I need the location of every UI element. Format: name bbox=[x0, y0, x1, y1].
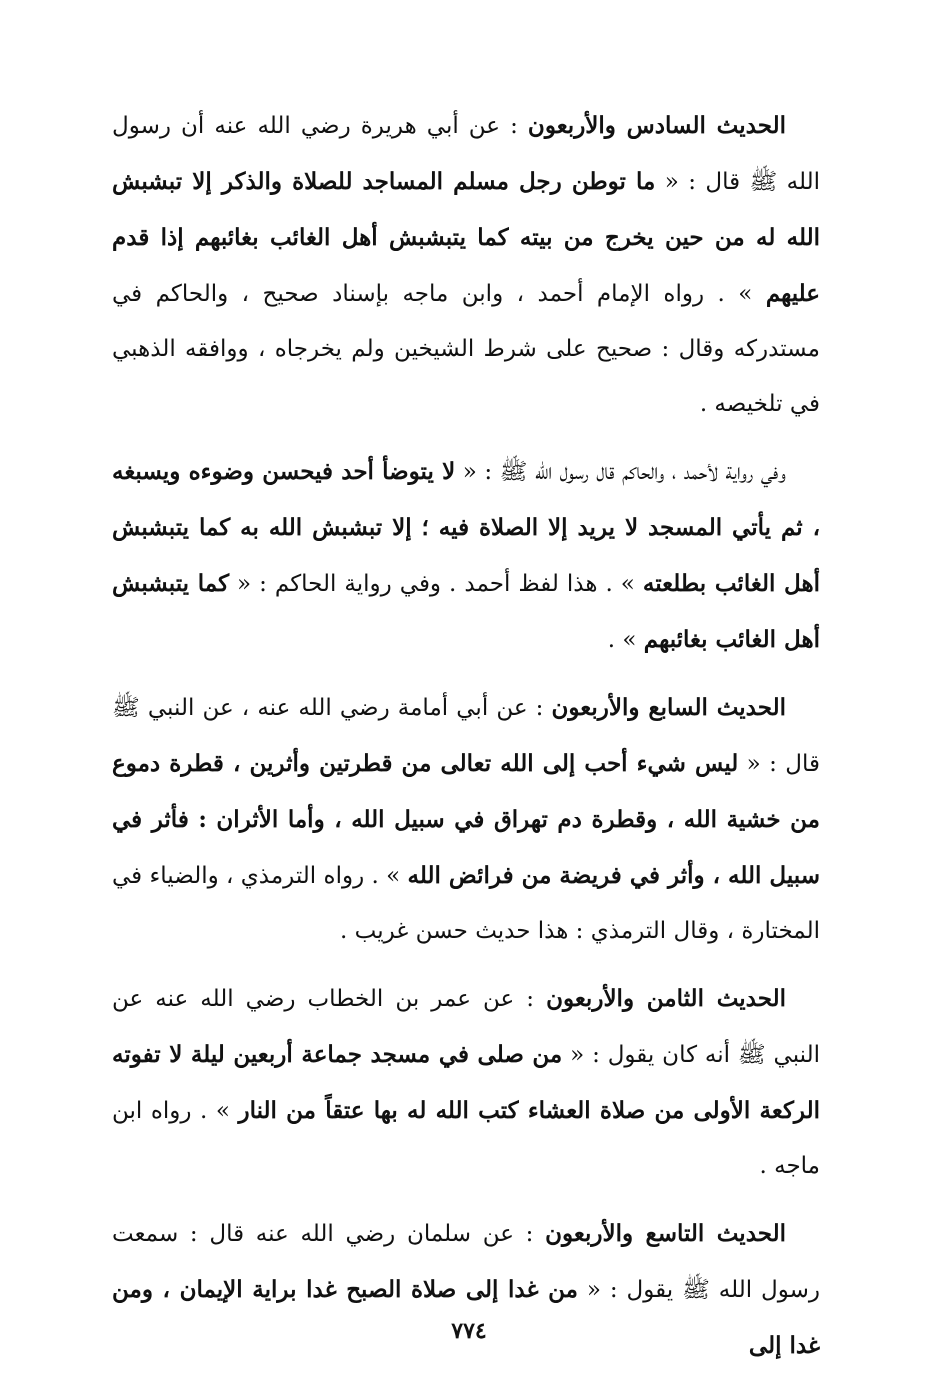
text-segment: : عن أبي أمامة رضي الله عنه ، عن النبي ﷺ قال : « bbox=[112, 695, 820, 777]
text-segment: » . رواه ابن ماجه . bbox=[112, 1098, 820, 1179]
text-segment: : عن سلمان رضي الله عنه قال : سمعت رسول الله ﷺ يقول : « bbox=[112, 1221, 820, 1303]
text-segment: : عن أبي هريرة رضي الله عنه أن رسول الله ﷺ قال : « bbox=[112, 113, 821, 195]
hadith-quote: ليس شيء أحب إلى الله تعالى من قطرتين وأثرين ، قطرة دموع من خشية الله ، وقطرة دم تهراق في سبيل الله ، وأما الأثران : فأثر في سبيل الله ، وأثر في فريضة من فرائض الله bbox=[112, 750, 820, 889]
hadith-quote: لا يتوضأ أحد فيحسن وضوءه ويسبغه ، ثم يأتي المسجد لا يريد إلا الصلاة فيه ؛ إلا تبشبش الله به كما يتبشبش أهل الغائب بطلعته bbox=[112, 458, 820, 597]
text-segment: : عن عمر بن الخطاب رضي الله عنه عن النبي ﷺ أنه كان يقول : « bbox=[112, 986, 820, 1068]
paragraph-hadith-47 bbox=[112, 680, 820, 959]
paragraph-hadith-46-variant bbox=[112, 444, 820, 668]
text-segment: » . bbox=[607, 627, 644, 653]
hadith-quote: من غدا إلى صلاة الصبح غدا براية الإيمان ، ومن غدا إلى bbox=[112, 1276, 820, 1359]
page-number: ٧٧٤ bbox=[451, 1318, 487, 1344]
text-segment: » . هذا لفظ أحمد . وفي رواية الحاكم : « bbox=[229, 571, 643, 597]
hadith-heading: الحديث السادس والأربعون bbox=[527, 112, 786, 139]
text-segment: وفي رواية لأحمد ، والحاكم قال رسول الله ﷺ : « bbox=[455, 459, 786, 485]
hadith-heading: الحديث السابع والأربعون bbox=[551, 694, 786, 721]
hadith-quote: كما يتبشبش أهل الغائب بغائبهم bbox=[112, 570, 820, 653]
text-segment: » . رواه الترمذي ، والضياء في المختارة ، وقال الترمذي : هذا حديث حسن غريب . bbox=[112, 863, 820, 944]
paragraph-hadith-46 bbox=[112, 98, 820, 432]
text-segment: » . رواه الإمام أحمد ، وابن ماجه بإسناد صحيح ، والحاكم في مستدركه وقال : صحيح على شرط الشيخين ولم يخرجاه ، ووافقه الذهبي في تلخيصه . bbox=[112, 281, 820, 417]
paragraph-hadith-48 bbox=[112, 971, 820, 1194]
hadith-heading: الحديث الثامن والأربعون bbox=[546, 985, 786, 1012]
hadith-heading: الحديث التاسع والأربعون bbox=[545, 1220, 787, 1247]
main-text bbox=[112, 98, 820, 1386]
hadith-quote: ما توطن رجل مسلم المساجد للصلاة والذكر إلا تبشبش الله له من حين يخرج من بيته كما يتبشبش أهل الغائب بغائبهم إذا قدم عليهم bbox=[112, 168, 820, 307]
hadith-quote: من صلى في مسجد جماعة أربعين ليلة لا تفوته الركعة الأولى من صلاة العشاء كتب الله له بها عتقاً من النار bbox=[112, 1041, 820, 1124]
paragraph-hadith-49 bbox=[112, 1206, 820, 1374]
